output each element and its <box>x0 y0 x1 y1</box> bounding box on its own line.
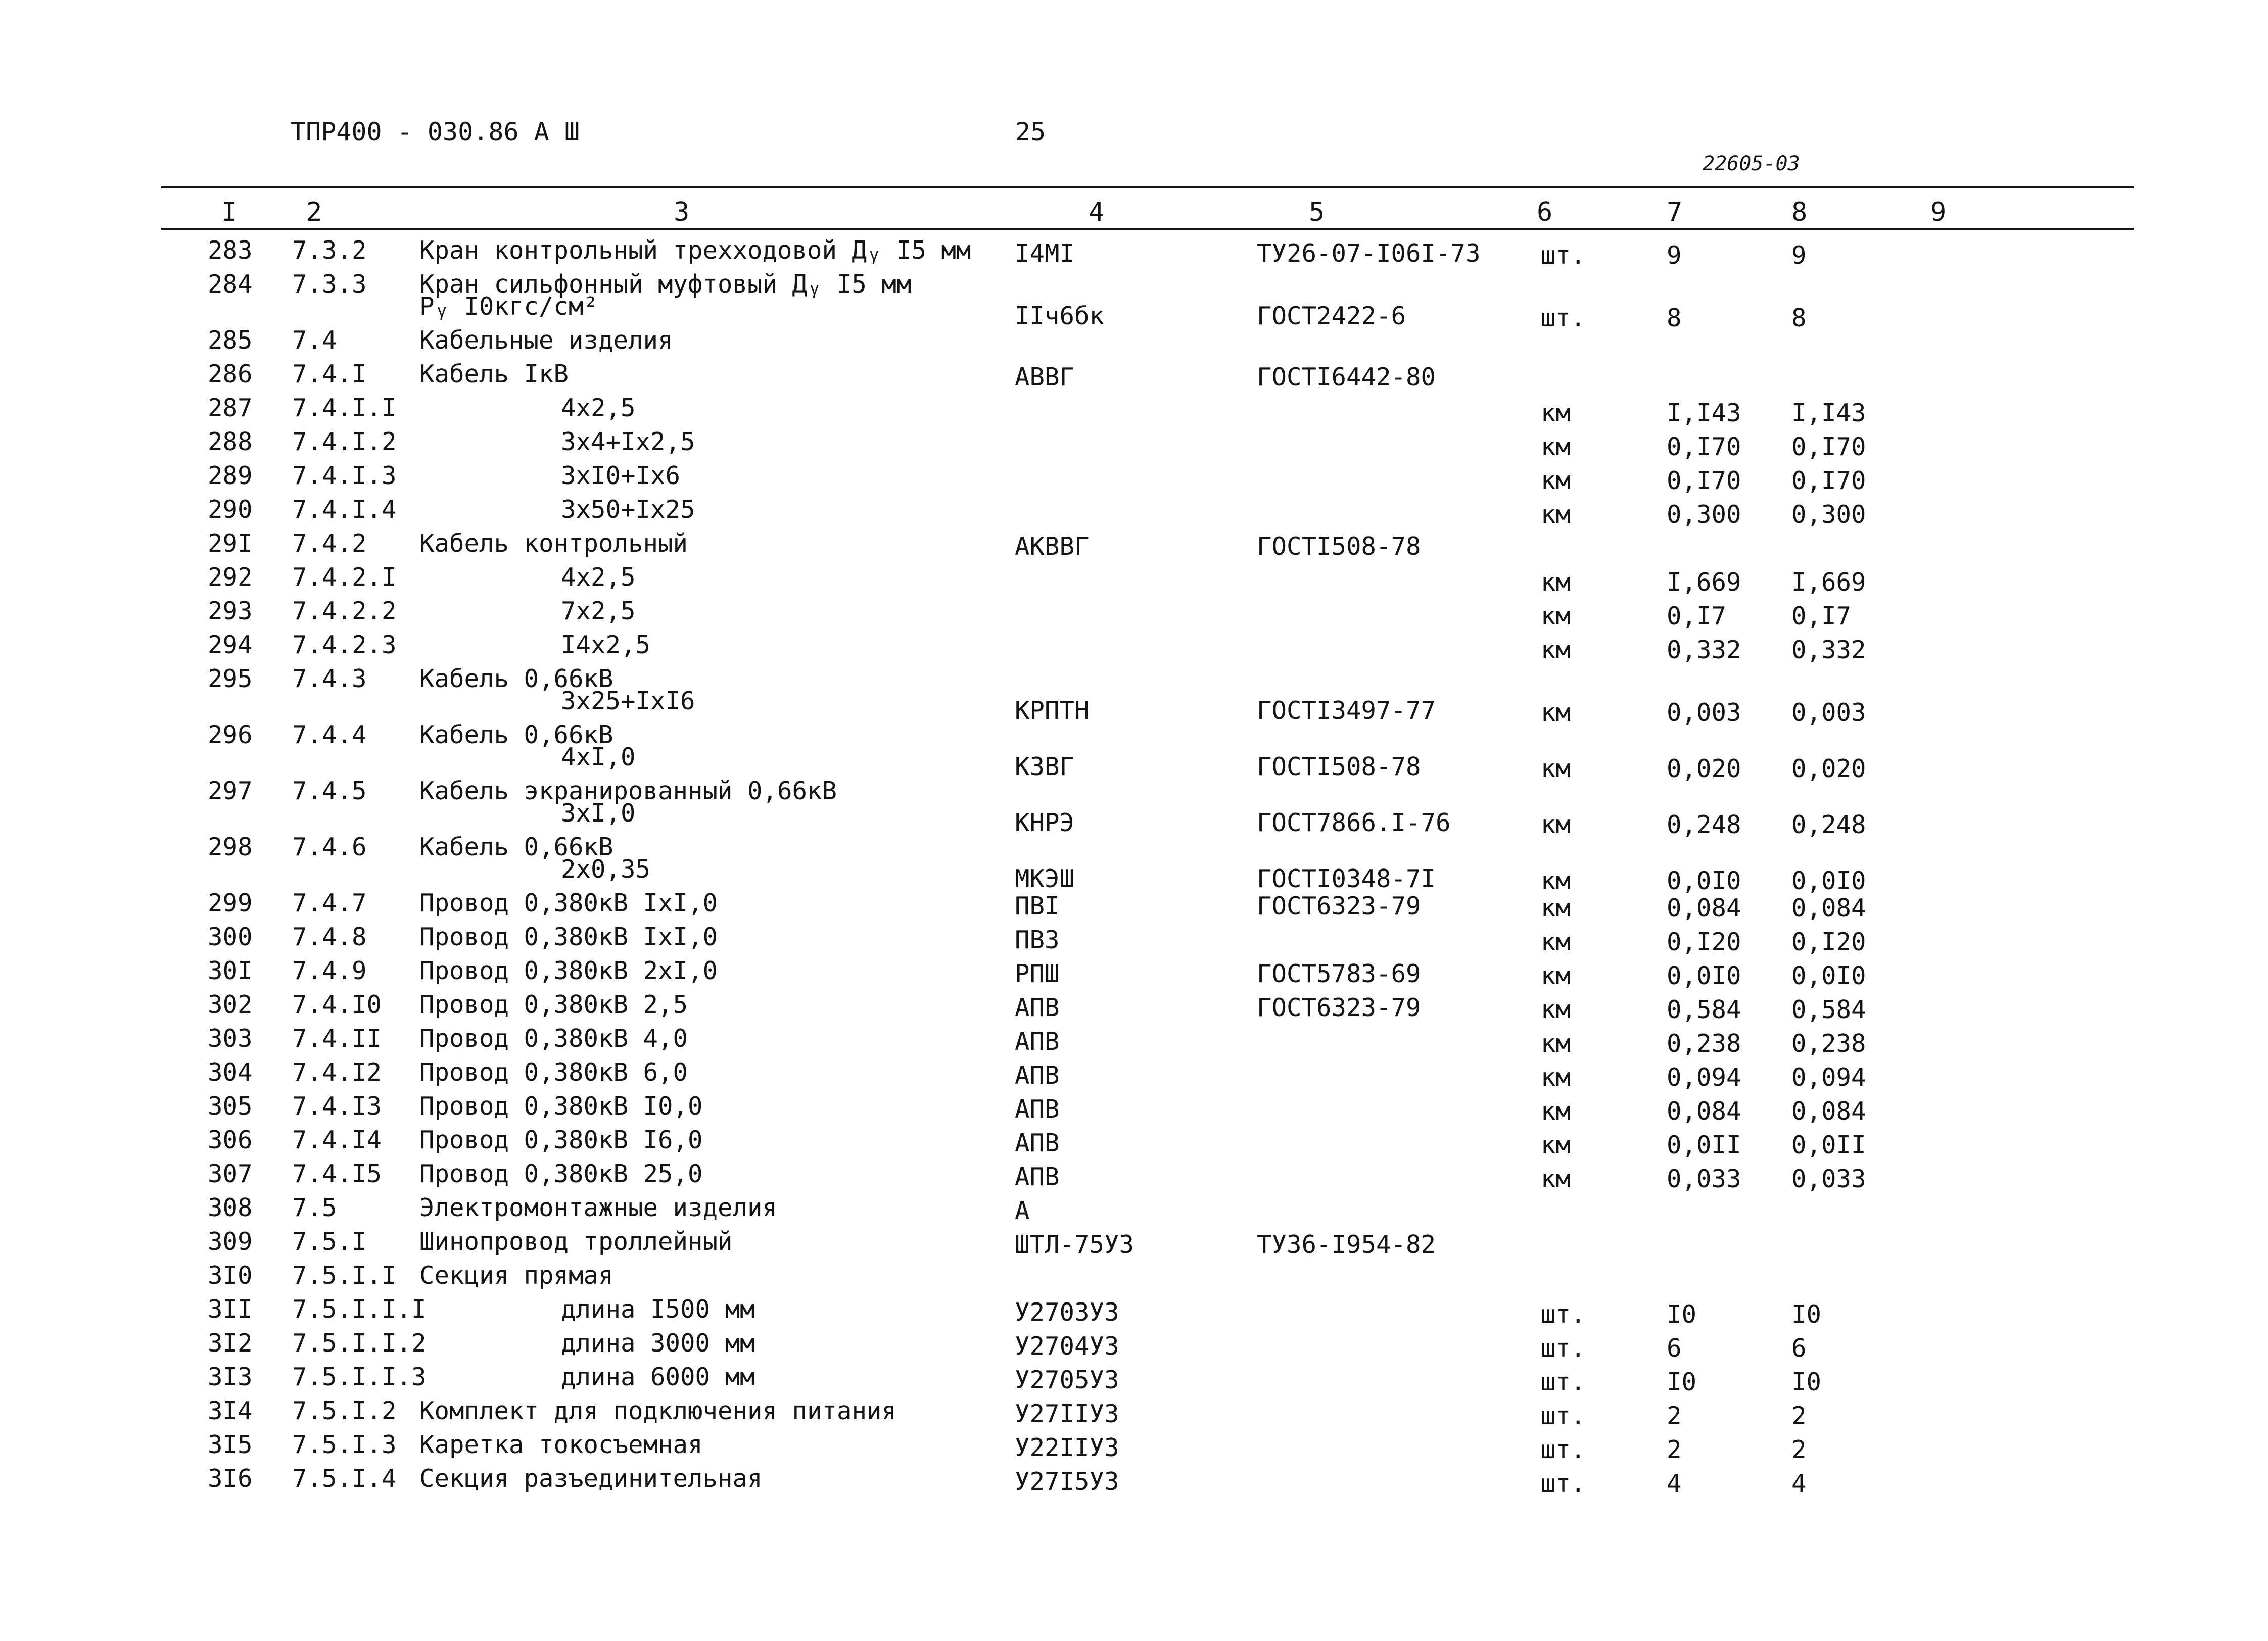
item-name: I4х2,5 <box>561 631 651 659</box>
item-code: 7.4.I5 <box>292 1160 382 1188</box>
item-code: 7.4.2.3 <box>292 631 397 659</box>
item-name: Провод 0,380кВ IхI,0 <box>419 889 718 918</box>
table-row <box>0 1060 2268 1094</box>
item-mark: АПВ <box>1015 1129 1060 1157</box>
item-name-line2: 4хI,0 <box>561 743 636 771</box>
table-row <box>0 362 2268 396</box>
item-code: 7.4.I4 <box>292 1126 382 1154</box>
table-row <box>0 1261 2268 1297</box>
quantity-col8: 0,332 <box>1791 636 1866 664</box>
quantity-col7: 0,003 <box>1667 698 1741 727</box>
item-mark: РПШ <box>1015 959 1060 988</box>
item-unit: км <box>1541 466 1571 495</box>
table-row <box>0 664 2268 727</box>
item-code: 7.5.I.4 <box>292 1464 397 1493</box>
column-header-3: 3 <box>674 197 690 227</box>
item-name: Каретка токосъемная <box>419 1430 703 1459</box>
item-mark: АПВ <box>1015 1061 1060 1090</box>
row-number: 29I <box>208 529 253 558</box>
quantity-col8: 0,033 <box>1791 1165 1866 1193</box>
quantity-col8: 0,248 <box>1791 810 1866 839</box>
quantity-col7: 0,248 <box>1667 810 1741 839</box>
item-name: Провод 0,380кВ 6,0 <box>419 1058 688 1087</box>
row-number: 3I3 <box>208 1363 253 1391</box>
table-row <box>0 1331 2268 1365</box>
quantity-col8: 0,0I0 <box>1791 866 1866 895</box>
item-code: 7.4.I.4 <box>292 495 397 524</box>
row-number: 305 <box>208 1092 253 1121</box>
item-unit: км <box>1541 399 1571 427</box>
item-name: Провод 0,380кВ I0,0 <box>419 1092 703 1121</box>
item-standard: ГОСТI508-78 <box>1257 752 1421 781</box>
item-mark: У2703У3 <box>1015 1298 1119 1327</box>
table-row <box>0 777 2268 839</box>
item-standard: ГОСТ6323-79 <box>1257 993 1421 1022</box>
quantity-col7: 2 <box>1667 1435 1682 1464</box>
item-standard: ГОСТI508-78 <box>1257 532 1421 561</box>
quantity-col8: 0,I7 <box>1791 602 1852 631</box>
item-mark: У2704У3 <box>1015 1332 1119 1361</box>
quantity-col8: 0,084 <box>1791 894 1866 923</box>
item-name: Провод 0,380кВ 2хI,0 <box>419 956 718 985</box>
item-name: 3х50+Iх25 <box>561 495 695 524</box>
item-mark: У27I5У3 <box>1015 1467 1119 1496</box>
item-name: Секция разъединительная <box>419 1464 763 1493</box>
quantity-col7: 0,084 <box>1667 894 1741 923</box>
quantity-col8: 4 <box>1791 1469 1807 1498</box>
quantity-col7: 0,238 <box>1667 1029 1741 1058</box>
row-number: 302 <box>208 990 253 1019</box>
row-number: 300 <box>208 923 253 951</box>
item-standard: ГОСТ5783-69 <box>1257 959 1421 988</box>
table-row <box>0 633 2268 667</box>
quantity-col8: 2 <box>1791 1402 1807 1430</box>
quantity-col8: 8 <box>1791 304 1807 332</box>
item-name: Провод 0,380кВ 4,0 <box>419 1024 688 1053</box>
quantity-col8: 0,084 <box>1791 1097 1866 1126</box>
table-top-rule <box>161 186 2134 188</box>
item-code: 7.4.I0 <box>292 990 382 1019</box>
item-code: 7.4.4 <box>292 720 367 749</box>
row-number: 303 <box>208 1024 253 1053</box>
item-mark: IIч6бк <box>1015 302 1105 330</box>
table-row <box>0 925 2268 959</box>
table-row <box>0 1094 2268 1128</box>
column-header-7: 7 <box>1667 197 1683 227</box>
item-name: Кран контрольный трехходовой Дᵧ I5 мм <box>419 236 971 265</box>
item-mark: АПВ <box>1015 1027 1060 1056</box>
row-number: 292 <box>208 563 253 592</box>
quantity-col7: 0,I7 <box>1667 602 1727 631</box>
item-name: Кабель контрольный <box>419 529 688 558</box>
item-standard: ГОСТ2422-6 <box>1257 302 1406 330</box>
table-row <box>0 529 2268 565</box>
item-standard: ГОСТI6442-80 <box>1257 363 1436 392</box>
item-code: 7.3.2 <box>292 236 367 265</box>
column-header-6: 6 <box>1537 197 1553 227</box>
item-name: длина 3000 мм <box>561 1329 755 1358</box>
item-mark: КРПТН <box>1015 696 1090 725</box>
item-mark: АПВ <box>1015 1163 1060 1191</box>
item-mark: ПВ3 <box>1015 926 1060 954</box>
item-mark: У2705У3 <box>1015 1366 1119 1394</box>
row-number: 283 <box>208 236 253 265</box>
item-code: 7.4.9 <box>292 956 367 985</box>
item-name: длина I500 мм <box>561 1295 755 1324</box>
item-name: Кабель экранированный 0,66кВ <box>419 777 837 805</box>
item-code: 7.4.5 <box>292 777 367 805</box>
row-number: 290 <box>208 495 253 524</box>
item-code: 7.5.I.I.2 <box>292 1329 427 1358</box>
row-number: 306 <box>208 1126 253 1154</box>
item-name: Кабель IкВ <box>419 360 569 389</box>
quantity-col8: 0,300 <box>1791 500 1866 529</box>
item-name: 3хI0+Iх6 <box>561 461 681 490</box>
row-number: 287 <box>208 394 253 422</box>
quantity-col8: 6 <box>1791 1334 1807 1363</box>
item-name: Кабель 0,66кВ <box>419 833 613 861</box>
row-number: 297 <box>208 777 253 805</box>
table-row <box>0 1297 2268 1331</box>
document-code: ТПР400 - 030.86 А Ш <box>291 117 580 147</box>
item-unit: км <box>1541 568 1571 597</box>
item-mark: ПВI <box>1015 892 1060 921</box>
table-row <box>0 1128 2268 1162</box>
item-unit: км <box>1541 810 1571 839</box>
item-code: 7.5.I.I <box>292 1261 397 1290</box>
item-code: 7.5.I.I.I <box>292 1295 427 1324</box>
quantity-col8: 0,238 <box>1791 1029 1866 1058</box>
item-unit: шт. <box>1541 304 1586 332</box>
row-number: 293 <box>208 597 253 625</box>
quantity-col7: 0,332 <box>1667 636 1741 664</box>
inventory-number: 22605-03 <box>1703 152 1800 175</box>
table-row <box>0 1396 2268 1433</box>
quantity-col8: 9 <box>1791 241 1807 270</box>
item-code: 7.4.6 <box>292 833 367 861</box>
table-row <box>0 1024 2268 1060</box>
item-code: 7.4.8 <box>292 923 367 951</box>
item-code: 7.5.I.3 <box>292 1430 397 1459</box>
table-row <box>0 833 2268 895</box>
item-name: Шинопровод троллейный <box>419 1227 733 1256</box>
item-name-line2: 2х0,35 <box>561 855 651 884</box>
item-code: 7.4.7 <box>292 889 367 918</box>
quantity-col7: 8 <box>1667 304 1682 332</box>
item-unit: шт. <box>1541 1469 1586 1498</box>
quantity-col7: 0,I70 <box>1667 466 1741 495</box>
table-row <box>0 1430 2268 1467</box>
table-row <box>0 956 2268 993</box>
quantity-col8: 0,094 <box>1791 1063 1866 1092</box>
item-code: 7.5.I.I.3 <box>292 1363 427 1391</box>
item-mark: У27IIУ3 <box>1015 1399 1119 1428</box>
item-unit: км <box>1541 995 1571 1024</box>
row-number: 288 <box>208 427 253 456</box>
column-header-2: 2 <box>306 197 322 227</box>
quantity-col8: I,I43 <box>1791 399 1866 427</box>
item-name: длина 6000 мм <box>561 1363 755 1391</box>
item-standard: ГОСТ6323-79 <box>1257 892 1421 921</box>
item-code: 7.4.I.3 <box>292 461 397 490</box>
table-row <box>0 270 2268 332</box>
item-name-line2: 3хI,0 <box>561 799 636 828</box>
item-name: 4х2,5 <box>561 563 636 592</box>
item-unit: км <box>1541 754 1571 783</box>
item-name: Секция прямая <box>419 1261 613 1290</box>
item-code: 7.4.I.2 <box>292 427 397 456</box>
quantity-col7: 6 <box>1667 1334 1682 1363</box>
row-number: 308 <box>208 1193 253 1222</box>
item-code: 7.4.3 <box>292 664 367 693</box>
item-unit: км <box>1541 1131 1571 1160</box>
item-standard: ГОСТI0348-7I <box>1257 864 1436 893</box>
column-header-1: I <box>221 197 238 227</box>
item-name-line2: 3х25+IхI6 <box>561 687 695 715</box>
table-row <box>0 1464 2268 1501</box>
item-name: Комплект для подключения питания <box>419 1396 897 1425</box>
item-standard: ТУ26-07-I06I-73 <box>1257 239 1481 268</box>
column-header-9: 9 <box>1930 197 1947 227</box>
item-unit: км <box>1541 1063 1571 1092</box>
table-row <box>0 891 2268 925</box>
table-row <box>0 495 2268 532</box>
table-row <box>0 565 2268 599</box>
table-row <box>0 461 2268 498</box>
item-unit: км <box>1541 961 1571 990</box>
item-code: 7.4.2.I <box>292 563 397 592</box>
item-name: Кран сильфонный муфтовый Дᵧ I5 мм <box>419 270 912 299</box>
item-unit: км <box>1541 928 1571 956</box>
row-number: 307 <box>208 1160 253 1188</box>
table-row <box>0 238 2268 272</box>
quantity-col8: 0,003 <box>1791 698 1866 727</box>
item-name: Кабельные изделия <box>419 326 673 355</box>
column-header-4: 4 <box>1089 197 1105 227</box>
item-mark: ШТЛ-75У3 <box>1015 1230 1135 1259</box>
quantity-col7: 0,0I0 <box>1667 961 1741 990</box>
quantity-col7: I0 <box>1667 1300 1697 1329</box>
quantity-col7: I0 <box>1667 1368 1697 1396</box>
row-number: 289 <box>208 461 253 490</box>
row-number: 3I2 <box>208 1329 253 1358</box>
quantity-col8: 0,I20 <box>1791 928 1866 956</box>
quantity-col8: 0,584 <box>1791 995 1866 1024</box>
quantity-col8: 0,0I0 <box>1791 961 1866 990</box>
table-row <box>0 599 2268 633</box>
item-name: 7х2,5 <box>561 597 636 625</box>
item-name: Провод 0,380кВ 25,0 <box>419 1160 703 1188</box>
item-name: Кабель 0,66кВ <box>419 664 613 693</box>
quantity-col7: 0,I70 <box>1667 432 1741 461</box>
row-number: 298 <box>208 833 253 861</box>
table-row <box>0 720 2268 783</box>
table-row <box>0 1227 2268 1264</box>
item-mark: МКЭШ <box>1015 864 1075 893</box>
row-number: 309 <box>208 1227 253 1256</box>
row-number: 286 <box>208 360 253 389</box>
row-number: 3I6 <box>208 1464 253 1493</box>
row-number: 284 <box>208 270 253 299</box>
item-standard: ТУ36-I954-82 <box>1257 1230 1436 1259</box>
item-name: 4х2,5 <box>561 394 636 422</box>
item-unit: шт. <box>1541 1435 1586 1464</box>
item-mark: КНРЭ <box>1015 808 1075 837</box>
item-name: Кабель 0,66кВ <box>419 720 613 749</box>
quantity-col7: 2 <box>1667 1402 1682 1430</box>
row-number: 296 <box>208 720 253 749</box>
table-row <box>0 990 2268 1027</box>
item-unit: км <box>1541 866 1571 895</box>
item-name: Провод 0,380кВ 2,5 <box>419 990 688 1019</box>
quantity-col7: 0,300 <box>1667 500 1741 529</box>
item-unit: км <box>1541 602 1571 631</box>
item-mark: АПВ <box>1015 1095 1060 1124</box>
item-code: 7.4.I3 <box>292 1092 382 1121</box>
table-row <box>0 1193 2268 1230</box>
item-unit: шт. <box>1541 1368 1586 1396</box>
table-row <box>0 396 2268 430</box>
item-code: 7.5.I.2 <box>292 1396 397 1425</box>
item-code: 7.4.I <box>292 360 367 389</box>
table-row <box>0 1162 2268 1196</box>
item-unit: км <box>1541 1029 1571 1058</box>
item-mark: КЗВГ <box>1015 752 1075 781</box>
row-number: 3I5 <box>208 1430 253 1459</box>
item-unit: шт. <box>1541 1334 1586 1363</box>
quantity-col8: I,669 <box>1791 568 1866 597</box>
quantity-col7: 0,0I0 <box>1667 866 1741 895</box>
quantity-col8: 2 <box>1791 1435 1807 1464</box>
row-number: 3II <box>208 1295 253 1324</box>
row-number: 3I0 <box>208 1261 253 1290</box>
quantity-col7: I,669 <box>1667 568 1741 597</box>
quantity-col7: 0,033 <box>1667 1165 1741 1193</box>
item-name: Электромонтажные изделия <box>419 1193 778 1222</box>
quantity-col7: 0,084 <box>1667 1097 1741 1126</box>
row-number: 295 <box>208 664 253 693</box>
item-unit: км <box>1541 1097 1571 1126</box>
item-mark: I4MI <box>1015 239 1075 268</box>
item-code: 7.4.2.2 <box>292 597 397 625</box>
quantity-col7: 0,094 <box>1667 1063 1741 1092</box>
item-code: 7.5 <box>292 1193 337 1222</box>
item-standard: ГОСТ7866.I-76 <box>1257 808 1451 837</box>
row-number: 304 <box>208 1058 253 1087</box>
column-header-5: 5 <box>1309 197 1325 227</box>
row-number: 285 <box>208 326 253 355</box>
quantity-col8: 0,020 <box>1791 754 1866 783</box>
quantity-col7: 0,I20 <box>1667 928 1741 956</box>
row-number: 299 <box>208 889 253 918</box>
item-mark: У22IIУ3 <box>1015 1433 1119 1462</box>
item-code: 7.4.II <box>292 1024 382 1053</box>
table-row <box>0 328 2268 362</box>
table-header-rule <box>161 228 2134 230</box>
item-unit: км <box>1541 636 1571 664</box>
row-number: 3I4 <box>208 1396 253 1425</box>
item-unit: шт. <box>1541 241 1586 270</box>
item-unit: шт. <box>1541 1402 1586 1430</box>
item-name: Провод 0,380кВ IхI,0 <box>419 923 718 951</box>
item-name: 3х4+Iх2,5 <box>561 427 695 456</box>
item-name: Провод 0,380кВ I6,0 <box>419 1126 703 1154</box>
item-unit: км <box>1541 894 1571 923</box>
item-mark: А <box>1015 1196 1030 1225</box>
quantity-col7: 0,0II <box>1667 1131 1741 1160</box>
sheet-number: 25 <box>1015 117 1046 147</box>
quantity-col8: 0,I70 <box>1791 432 1866 461</box>
quantity-col8: I0 <box>1791 1368 1822 1396</box>
item-name-line2: Рᵧ I0кгс/см² <box>419 292 598 321</box>
item-unit: шт. <box>1541 1300 1586 1329</box>
item-unit: км <box>1541 500 1571 529</box>
quantity-col8: 0,I70 <box>1791 466 1866 495</box>
row-number: 294 <box>208 631 253 659</box>
item-standard: ГОСТI3497-77 <box>1257 696 1436 725</box>
table-row <box>0 427 2268 464</box>
column-header-8: 8 <box>1791 197 1808 227</box>
item-code: 7.3.3 <box>292 270 367 299</box>
row-number: 30I <box>208 956 253 985</box>
table-row <box>0 1365 2268 1399</box>
quantity-col7: 9 <box>1667 241 1682 270</box>
item-mark: АКВВГ <box>1015 532 1090 561</box>
item-unit: км <box>1541 432 1571 461</box>
quantity-col7: 4 <box>1667 1469 1682 1498</box>
item-mark: АПВ <box>1015 993 1060 1022</box>
item-mark: АВВГ <box>1015 363 1075 392</box>
item-code: 7.5.I <box>292 1227 367 1256</box>
item-code: 7.4.2 <box>292 529 367 558</box>
quantity-col8: 0,0II <box>1791 1131 1866 1160</box>
item-code: 7.4.I2 <box>292 1058 382 1087</box>
item-unit: км <box>1541 1165 1571 1193</box>
quantity-col7: 0,584 <box>1667 995 1741 1024</box>
quantity-col7: I,I43 <box>1667 399 1741 427</box>
item-code: 7.4 <box>292 326 337 355</box>
item-unit: км <box>1541 698 1571 727</box>
quantity-col8: I0 <box>1791 1300 1822 1329</box>
item-code: 7.4.I.I <box>292 394 397 422</box>
quantity-col7: 0,020 <box>1667 754 1741 783</box>
